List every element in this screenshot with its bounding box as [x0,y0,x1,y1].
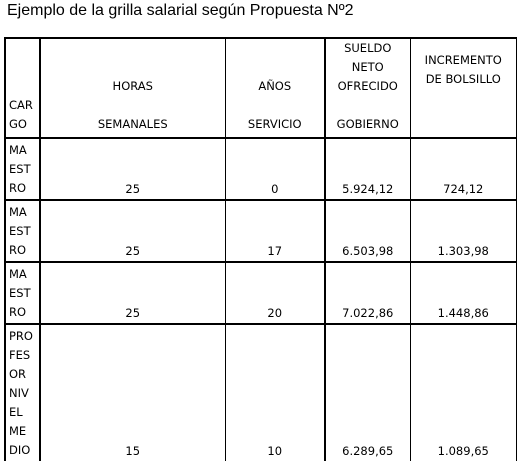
header-sueldo-line [366,96,370,115]
cargo-line: ME [9,424,27,438]
cargo-line: MA [9,143,27,157]
cell-cargo [5,262,40,324]
cargo-line: EST [9,224,31,238]
cell-horas: 25 [40,200,225,262]
cargo-line: EST [9,162,31,176]
cell-sueldo: 6.503,98 [325,200,410,262]
header-horas-line: SEMANALES [97,117,168,131]
table-row [5,200,517,262]
cell-incremento: 1.089,65 [410,324,517,461]
cell-anios: 20 [225,262,325,324]
cargo-line: PRO [9,329,33,343]
header-anios-line: AÑOS [258,79,292,93]
cargo-line: RO [9,181,27,195]
cell-horas: 25 [40,262,225,324]
header-sueldo-line: GOBIERNO [336,117,399,131]
cell-sueldo: 7.022,86 [325,262,410,324]
header-sueldo-line: SUELDO [344,41,392,55]
header-cargo [5,38,40,138]
header-anios-servicio [225,38,325,138]
cargo-line: FES [9,348,31,362]
header-cargo-line: CAR [9,98,33,112]
cargo-line: NIV [9,386,29,400]
header-incremento [410,38,517,138]
cargo-line: MA [9,205,27,219]
cell-anios: 17 [225,200,325,262]
header-row [5,38,517,138]
table-row [5,262,517,324]
cargo-line: MA [9,267,27,281]
cell-cargo [5,324,40,461]
cell-sueldo: 5.924,12 [325,138,410,200]
cell-horas: 15 [40,324,225,461]
salary-grid-table [4,37,517,461]
header-horas-line: HORAS [112,79,153,93]
header-sueldo-line: OFRECIDO [337,79,398,93]
cell-incremento: 1.303,98 [410,200,517,262]
cell-cargo [5,138,40,200]
header-cargo-line: GO [9,117,27,131]
cargo-line: OR [9,367,27,381]
cell-cargo [5,200,40,262]
header-horas-semanales [40,38,225,138]
header-incremento-line: DE BOLSILLO [425,72,501,86]
document-title: Ejemplo de la grilla salarial según Propuesta Nº2 [7,2,354,19]
cargo-line: RO [9,305,27,319]
cargo-line: RO [9,243,27,257]
cell-incremento: 724,12 [410,138,517,200]
header-incremento-line: INCREMENTO [424,53,502,67]
cargo-line: EST [9,286,31,300]
cell-incremento: 1.448,86 [410,262,517,324]
cell-horas: 25 [40,138,225,200]
cell-anios: 0 [225,138,325,200]
header-anios-line: SERVICIO [247,117,302,131]
cell-anios: 10 [225,324,325,461]
cell-sueldo: 6.289,65 [325,324,410,461]
cargo-line: EL [9,405,23,419]
table-row [5,138,517,200]
header-sueldo-line: NETO [351,60,384,74]
cargo-line: DIO [9,443,31,457]
header-horas-line [131,96,135,115]
table-row [5,324,517,461]
header-sueldo-neto [325,38,410,138]
header-anios-line [273,96,277,115]
